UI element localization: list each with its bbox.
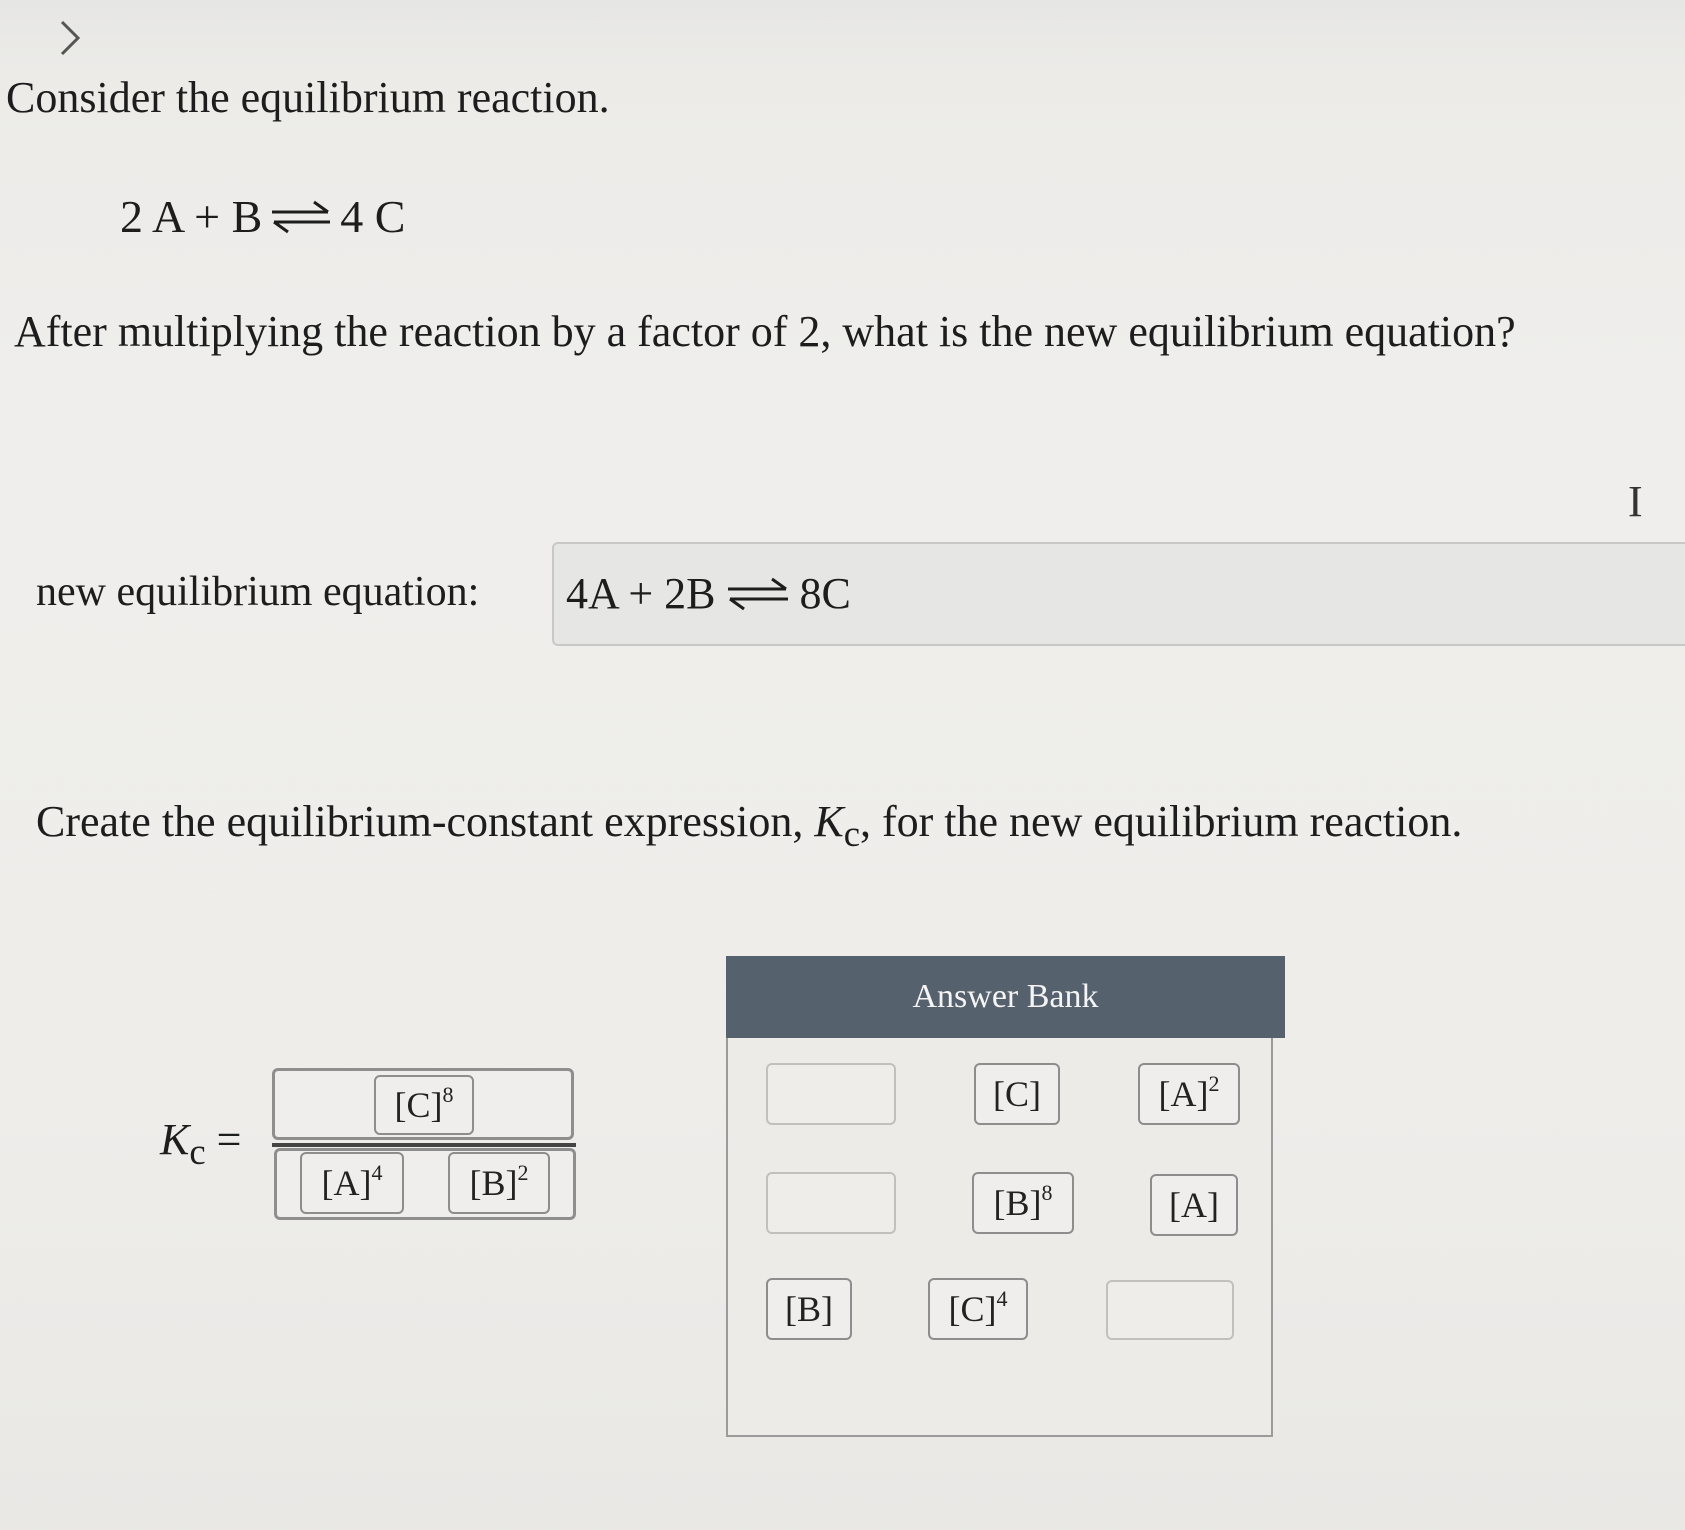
tile-base: [C] [394, 1085, 443, 1125]
equilibrium-arrows-icon [270, 200, 332, 234]
kc-label-subscript: c [189, 1130, 206, 1172]
text-cursor-icon: I [1628, 477, 1643, 526]
tile-exponent: 4 [996, 1286, 1008, 1311]
tile-base: [B] [785, 1289, 833, 1329]
tile-base: [A] [1158, 1074, 1209, 1114]
original-reaction [120, 190, 405, 243]
new-equation-value [566, 568, 851, 619]
tile-base: [C] [948, 1289, 997, 1329]
denominator-tile[interactable] [448, 1152, 550, 1214]
problem-intro: Consider the equilibrium reaction. [6, 73, 610, 122]
empty-tile-slot [766, 1063, 896, 1125]
empty-tile-slot [766, 1172, 896, 1234]
chevron-right-icon[interactable] [58, 18, 82, 58]
answer-tile[interactable] [972, 1172, 1074, 1234]
create-prefix: Create the equilibrium-constant expression, [36, 797, 815, 846]
tile-exponent: 2 [517, 1160, 529, 1185]
new-equation-products: 8C [799, 569, 851, 618]
tile-exponent: 2 [1208, 1071, 1220, 1096]
tile-base: [B] [469, 1163, 518, 1203]
answer-tile[interactable] [766, 1278, 852, 1340]
answer-tile[interactable] [974, 1063, 1060, 1125]
reaction-products: 4 C [340, 191, 406, 242]
fraction-bar [272, 1143, 576, 1147]
kc-subscript: c [843, 812, 860, 854]
tile-exponent: 8 [1041, 1180, 1053, 1205]
tile-base: [B] [993, 1183, 1042, 1223]
equals-sign: = [216, 1115, 242, 1164]
answer-tile[interactable] [1150, 1174, 1238, 1236]
create-suffix: , for the new equilibrium reaction. [859, 797, 1463, 846]
new-equation-label: new equilibrium equation: [36, 569, 480, 615]
tile-exponent: 8 [442, 1082, 454, 1107]
answer-tile[interactable] [928, 1278, 1028, 1340]
tile-base: [A] [1169, 1185, 1219, 1225]
kc-label [160, 1114, 241, 1173]
empty-tile-slot [1106, 1280, 1234, 1340]
denominator-tile[interactable] [300, 1152, 404, 1214]
tile-base: [C] [993, 1074, 1041, 1114]
tile-exponent: 4 [371, 1160, 383, 1185]
tile-base: [A] [321, 1163, 372, 1203]
kc-symbol: K [814, 797, 844, 846]
new-equation-reactants: 4A + 2B [566, 569, 716, 618]
reaction-reactants: 2 A + B [120, 191, 263, 242]
question-text: After multiplying the reaction by a factor of 2, what is the new equilibrium equation? [14, 307, 1516, 356]
equilibrium-arrows-icon [726, 577, 790, 611]
numerator-tile[interactable] [374, 1075, 474, 1135]
create-instruction [36, 796, 1462, 855]
answer-bank-title: Answer Bank [726, 956, 1285, 1038]
answer-tile[interactable] [1138, 1063, 1240, 1125]
kc-label-symbol: K [160, 1115, 190, 1164]
